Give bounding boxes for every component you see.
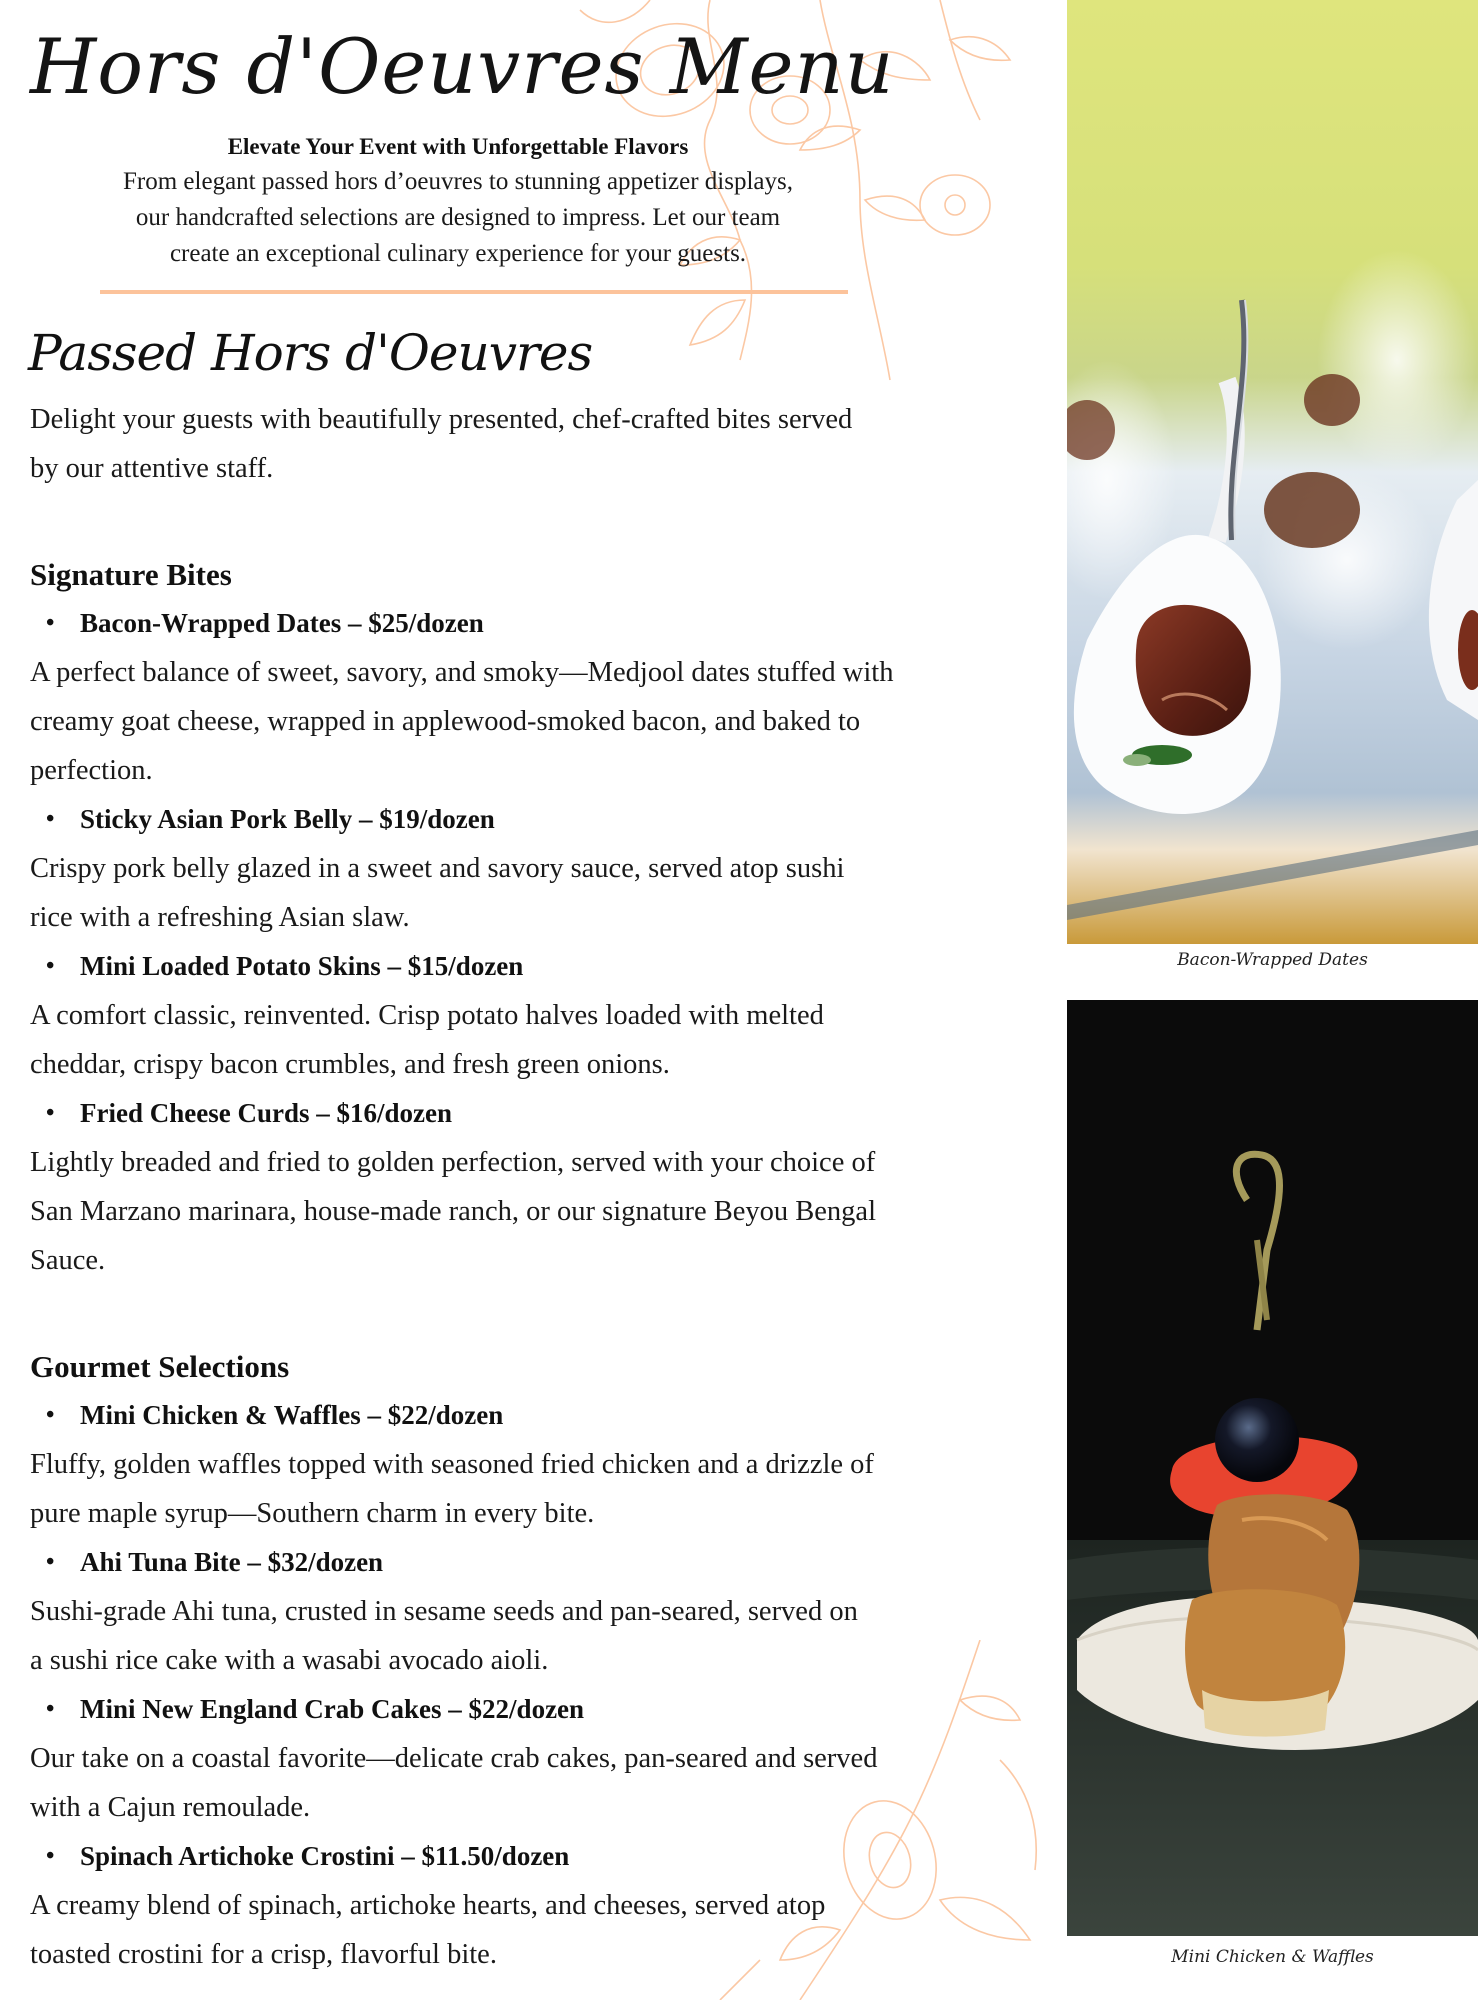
- spacer: [30, 493, 1040, 542]
- menu-item-title: [30, 1685, 1040, 1734]
- menu-item-title: [30, 1089, 1040, 1138]
- mini-chicken-waffles-photo: [1067, 1000, 1478, 1936]
- desc-line: a sushi rice cake with a wasabi avocado aioli.: [30, 1645, 549, 1676]
- desc-line: toasted crostini for a crisp, flavorful bite.: [30, 1939, 497, 1970]
- bullet-icon: •: [46, 610, 55, 636]
- group-title-signature-bites: Signature Bites: [30, 557, 232, 592]
- header-intro: [20, 130, 896, 272]
- menu-item-description: [30, 844, 1040, 942]
- section-intro-line: by our attentive staff.: [30, 453, 274, 484]
- menu-item-description: [30, 1881, 1040, 1979]
- desc-line: San Marzano marinara, house-made ranch, or our signature Beyou Bengal: [30, 1196, 876, 1227]
- menu-title: Hors d'Oeuvres Menu: [30, 22, 895, 111]
- desc-line: cheddar, crispy bacon crumbles, and fresh green onions.: [30, 1049, 670, 1080]
- menu-item-description: [30, 1138, 1040, 1285]
- menu-item-description: [30, 991, 1040, 1089]
- section-intro: [30, 395, 1040, 493]
- menu-item-name: Mini New England Crab Cakes – $22/dozen: [80, 1694, 585, 1724]
- bullet-icon: •: [46, 1100, 55, 1126]
- menu-item-name: Mini Chicken & Waffles – $22/dozen: [80, 1400, 504, 1430]
- bullet-icon: •: [46, 1549, 55, 1575]
- photo-caption: Bacon-Wrapped Dates: [1177, 950, 1368, 970]
- desc-line: Crispy pork belly glazed in a sweet and savory sauce, served atop sushi: [30, 853, 845, 884]
- bullet-icon: •: [46, 1843, 55, 1869]
- menu-item-title: [30, 942, 1040, 991]
- menu-item-title: [30, 1538, 1040, 1587]
- spacer: [30, 1285, 1040, 1334]
- header-divider: [100, 290, 848, 294]
- desc-line: A comfort classic, reinvented. Crisp potato halves loaded with melted: [30, 1000, 824, 1031]
- desc-line: Fluffy, golden waffles topped with seasoned fried chicken and a drizzle of: [30, 1449, 874, 1480]
- desc-line: A creamy blend of spinach, artichoke hearts, and cheeses, served atop: [30, 1890, 826, 1921]
- desc-line: with a Cajun remoulade.: [30, 1792, 311, 1823]
- photo-illustration: [1067, 0, 1478, 944]
- desc-line: A perfect balance of sweet, savory, and smoky—Medjool dates stuffed with: [30, 657, 894, 688]
- menu-item-name: Ahi Tuna Bite – $32/dozen: [80, 1547, 384, 1577]
- menu-item-title: [30, 795, 1040, 844]
- intro-line: From elegant passed hors d’oeuvres to stunning appetizer displays,: [123, 168, 793, 195]
- bacon-wrapped-dates-photo: [1067, 0, 1478, 944]
- intro-line: create an exceptional culinary experience for your guests.: [169, 240, 747, 267]
- menu-item-name: Sticky Asian Pork Belly – $19/dozen: [80, 804, 495, 834]
- menu-item-description: [30, 1440, 1040, 1538]
- tagline: Elevate Your Event with Unforgettable Flavors: [227, 134, 689, 159]
- section-intro-line: Delight your guests with beautifully presented, chef-crafted bites served: [30, 404, 853, 435]
- menu-item-description: [30, 648, 1040, 795]
- section-title: Passed Hors d'Oeuvres: [28, 324, 593, 382]
- menu-item-name: Spinach Artichoke Crostini – $11.50/dozen: [80, 1841, 570, 1871]
- group-title-gourmet-selections: Gourmet Selections: [30, 1349, 290, 1384]
- menu-item-name: Bacon-Wrapped Dates – $25/dozen: [80, 608, 484, 638]
- photo-caption: Mini Chicken & Waffles: [1171, 1947, 1374, 1967]
- desc-line: Sushi-grade Ahi tuna, crusted in sesame seeds and pan-seared, served on: [30, 1596, 858, 1627]
- menu-item-description: [30, 1734, 1040, 1832]
- desc-line: Lightly breaded and fried to golden perfection, served with your choice of: [30, 1147, 876, 1178]
- desc-line: pure maple syrup—Southern charm in every bite.: [30, 1498, 595, 1529]
- menu-item-title: [30, 1391, 1040, 1440]
- desc-line: Our take on a coastal favorite—delicate crab cakes, pan-seared and served: [30, 1743, 878, 1774]
- desc-line: perfection.: [30, 755, 153, 786]
- desc-line: creamy goat cheese, wrapped in applewood-smoked bacon, and baked to: [30, 706, 861, 737]
- desc-line: rice with a refreshing Asian slaw.: [30, 902, 410, 933]
- menu-item-title: [30, 599, 1040, 648]
- photo-illustration: [1067, 1000, 1478, 1936]
- bullet-icon: •: [46, 806, 55, 832]
- menu-item-name: Fried Cheese Curds – $16/dozen: [80, 1098, 452, 1128]
- intro-line: our handcrafted selections are designed to impress. Let our team: [135, 204, 781, 231]
- menu-item-name: Mini Loaded Potato Skins – $15/dozen: [80, 951, 524, 981]
- bullet-icon: •: [46, 1696, 55, 1722]
- bullet-icon: •: [46, 953, 55, 979]
- menu-content: [30, 395, 1040, 1979]
- menu-item-title: [30, 1832, 1040, 1881]
- menu-item-description: [30, 1587, 1040, 1685]
- desc-line: Sauce.: [30, 1245, 106, 1276]
- bullet-icon: •: [46, 1402, 55, 1428]
